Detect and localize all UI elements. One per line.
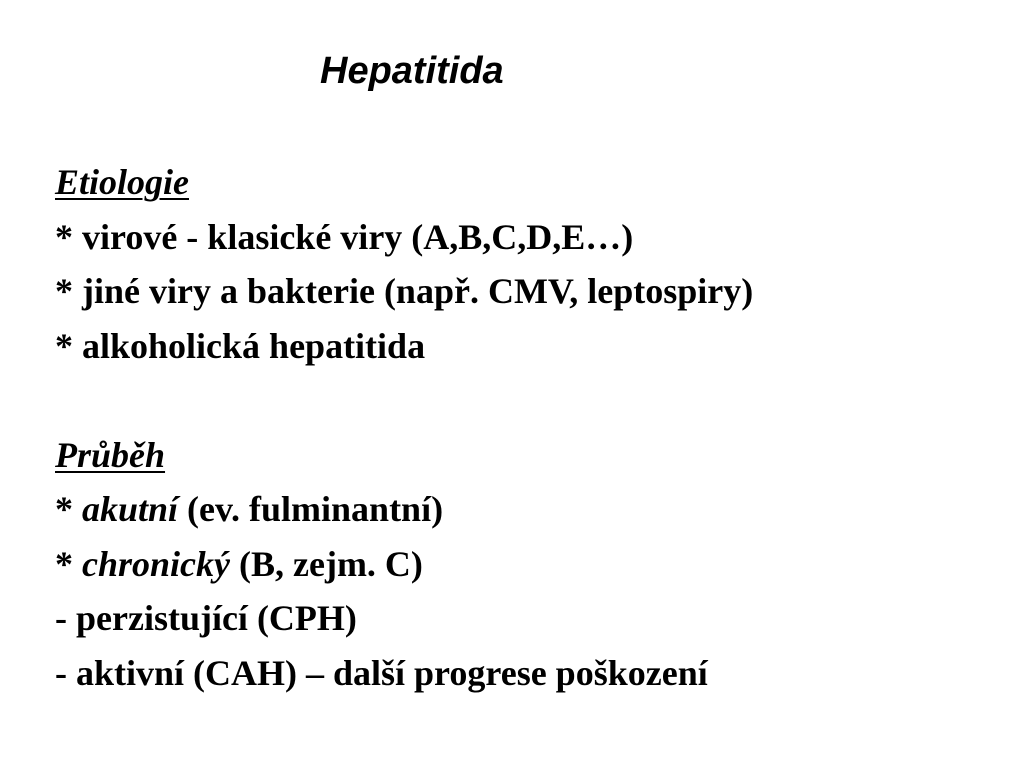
chronic-prefix: *	[55, 543, 82, 584]
course-heading: Průběh	[55, 434, 166, 475]
acute-term: akutní	[82, 489, 179, 529]
acute-rest: (ev. fulminantní)	[178, 489, 444, 529]
course-item-acute	[55, 482, 753, 537]
acute-prefix: *	[55, 489, 82, 529]
chronic-rest: (B, zejm. C)	[230, 543, 423, 584]
etiology-heading: Etiologie	[55, 162, 189, 202]
course-item-chronic	[55, 537, 753, 592]
slide-title: Hepatitida	[320, 50, 504, 92]
spacer	[55, 373, 753, 428]
slide-content	[55, 155, 753, 700]
etiology-item-viral: * virové - klasické viry (A,B,C,D,E…)	[55, 216, 634, 257]
etiology-item-other: * jiné viry a bakterie (např. CMV, leptospiry)	[55, 271, 754, 311]
chronic-term: chronický	[82, 543, 230, 584]
course-subitem-persistent: - perzistující (CPH)	[55, 598, 357, 638]
course-subitem-active: - aktivní (CAH) – další progrese poškození	[55, 652, 708, 693]
etiology-item-alcoholic: * alkoholická hepatitida	[55, 325, 426, 366]
